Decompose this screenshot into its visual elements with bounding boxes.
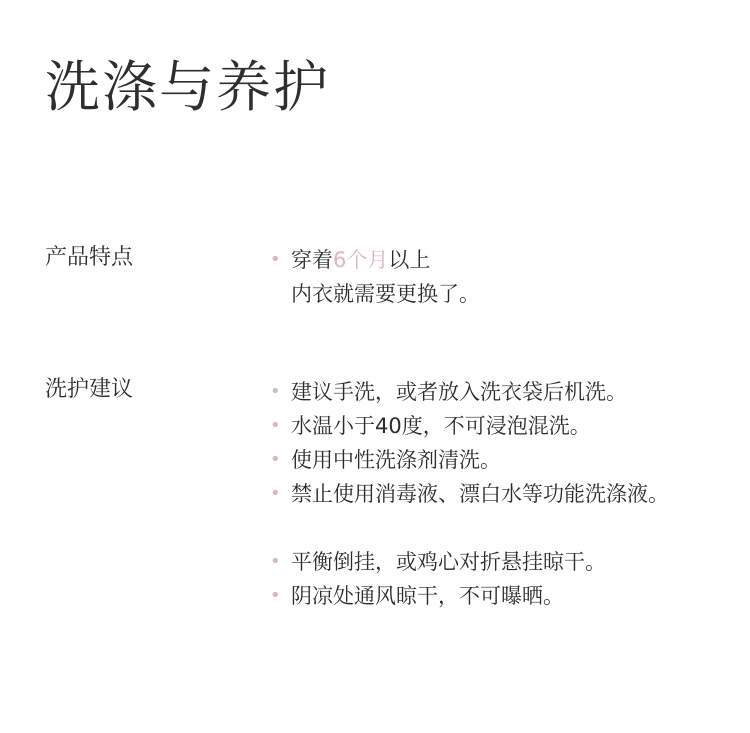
page-title: 洗涤与养护 <box>45 55 331 119</box>
care-item-text: 阴凉处通风晾干，不可曝晒。 <box>291 584 564 608</box>
care-item <box>268 477 669 511</box>
bullet-icon: • <box>270 249 281 270</box>
bullet-icon: • <box>270 381 281 402</box>
features-list <box>268 243 480 311</box>
features-text-before: 穿着 <box>291 248 333 272</box>
care-item <box>268 579 669 613</box>
care-item <box>268 409 669 443</box>
features-label: 产品特点 <box>45 245 134 270</box>
care-item <box>268 375 669 409</box>
features-text-after: 以上 <box>388 248 431 272</box>
spacer <box>268 511 669 545</box>
features-item <box>268 243 480 277</box>
bullet-icon: • <box>270 551 281 572</box>
care-item-text: 水温小于40度，不可浸泡混洗。 <box>291 414 591 438</box>
care-item-text: 禁止使用消毒液、漂白水等功能洗涤液。 <box>291 482 669 506</box>
features-text-line2: 内衣就需要更换了。 <box>291 282 480 306</box>
care-item <box>268 545 669 579</box>
care-item-text: 建议手洗，或者放入洗衣袋后机洗。 <box>291 380 627 404</box>
care-list <box>268 375 669 613</box>
features-item-line2 <box>268 277 480 311</box>
care-item-text: 使用中性洗涤剂清洗。 <box>291 448 501 472</box>
bullet-icon: • <box>270 415 281 436</box>
bullet-icon: • <box>270 449 281 470</box>
bullet-icon: • <box>270 483 281 504</box>
care-item <box>268 443 669 477</box>
bullet-icon: • <box>270 585 281 606</box>
care-item-text: 平衡倒挂，或鸡心对折悬挂晾干。 <box>291 550 606 574</box>
care-label: 洗护建议 <box>45 377 134 402</box>
features-highlight: 6个月 <box>333 248 389 272</box>
